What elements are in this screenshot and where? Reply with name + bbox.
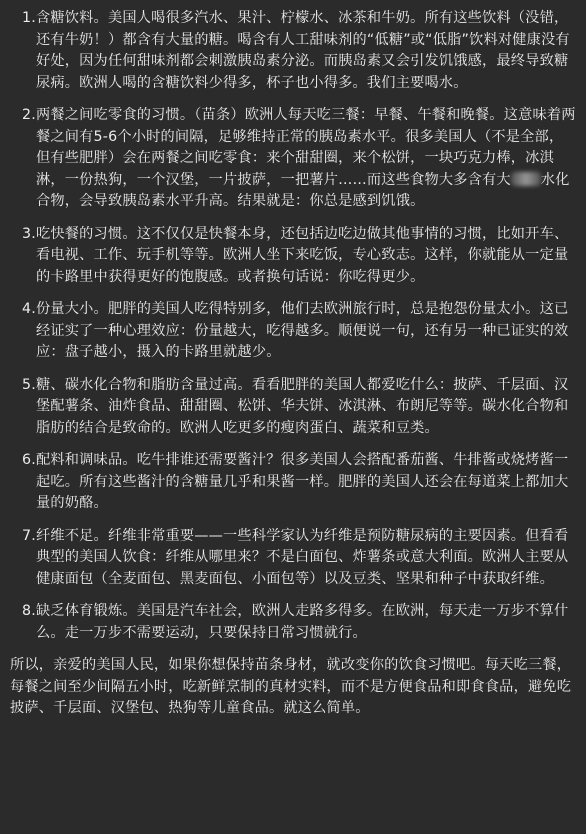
list-item-8	[10, 601, 576, 644]
blurred-text-region	[511, 172, 541, 186]
list-item-text: 含糖饮料。美国人喝很多汽水、果汁、柠檬水、冰茶和牛奶。所有这些饮料（没错，还有牛奶！）都含有大量的糖。喝含有人工甜味剂的“低糖”或“低脂”饮料对健康没有好处，因为任何甜味剂都会刺激胰岛素分泌。而胰岛素又会引发饥饿感，最终导致糖尿病。欧洲人喝的含糖饮料少得多，杯子也小得多。我们主要喝水。	[36, 10, 570, 91]
list-item-3	[10, 224, 576, 289]
list-item-text: 吃快餐的习惯。这不仅仅是快餐本身，还包括边吃边做其他事情的习惯，比如开车、看电视、工作、玩手机等等。欧洲人坐下来吃饭，专心致志。这样，你就能从一定量的卡路里中获得更好的饱腹感。或者换句话说：你吃得更少。	[36, 225, 569, 285]
list-item-text	[36, 105, 576, 213]
reasons-list	[10, 8, 576, 644]
list-number: 6.	[22, 452, 36, 468]
list-item-text: 纤维不足。纤维非常重要——一些科学家认为纤维是预防糖尿病的主要因素。但看看典型的美国人饮食：纤维从哪里来？不是白面包、炸薯条或意大利面。欧洲人主要从健康面包（全麦面包、黑麦面包、小面包等）以及豆类、坚果和种子中获取纤维。	[36, 527, 569, 587]
list-number: 3.	[22, 225, 36, 242]
list-item-2	[10, 105, 576, 213]
list-item-text: 糖、碳水化合物和脂肪含量过高。看看肥胖的美国人都爱吃什么：披萨、千层面、汉堡配薯条、油炸食品、甜甜圈、松饼、华夫饼、冰淇淋、布朗尼等等。碳水化合物和脂肪的结合是致命的。欧洲人吃更多的瘦肉蛋白、蔬菜和豆类。	[36, 376, 569, 436]
list-number: 4.	[22, 301, 36, 317]
list-item-text: 配料和调味品。吃牛排谁还需要酱汁？很多美国人会搭配番茄酱、牛排酱或烧烤酱一起吃。所有这些酱汁的含糖量几乎和果酱一样。肥胖的美国人还会在每道菜上都加大量的奶酪。	[36, 452, 569, 511]
list-number: 1.	[22, 10, 36, 26]
list-item-text-part-2: 水化合物，会导致胰岛素水平升高。结果就是：你总是感到饥饿。	[36, 171, 570, 209]
list-number: 7.	[22, 527, 36, 544]
list-number: 2.	[22, 107, 36, 123]
list-item-5	[10, 375, 576, 440]
list-item-text: 缺乏体育锻炼。美国是汽车社会，欧洲人走路多得多。在欧洲，每天走一万步不算什么。走一万步不需要运动，只要保持日常习惯就行。	[36, 603, 569, 641]
list-number: 5.	[22, 376, 36, 393]
list-item-4	[10, 299, 576, 364]
list-item-text-part-1: 两餐之间吃零食的习惯。（苗条）欧洲人每天吃三餐：早餐、午餐和晚餐。这意味着两餐之间有5-6个小时的间隔，足够维持正常的胰岛素水平。很多美国人（不是全部，但有些肥胖）会在两餐之间吃零食：来个甜甜圈，来个松饼，一块巧克力棒，冰淇淋，一份热狗，一个汉堡，一片披萨，一把薯片……而这些食物大多含有大	[36, 107, 576, 188]
list-item-text: 份量大小。肥胖的美国人吃得特别多，他们去欧洲旅行时，总是抱怨份量太小。这已经证实了一种心理效应：份量越大，吃得越多。顺便说一句，还有另一种已证实的效应：盘子越小，摄入的卡路里就越少。	[36, 301, 569, 360]
list-item-7	[10, 526, 576, 591]
list-item-1	[10, 8, 576, 94]
list-item-6	[10, 450, 576, 515]
list-number: 8.	[22, 603, 36, 619]
conclusion-paragraph: 所以，亲爱的美国人民，如果你想保持苗条身材，就改变你的饮食习惯吧。每天吃三餐，每餐之间至少间隔五小时，吃新鲜烹制的真材实料，而不是方便食品和即食食品，避免吃披萨、千层面、汉堡包、热狗等儿童食品。就这么简单。	[10, 657, 572, 716]
